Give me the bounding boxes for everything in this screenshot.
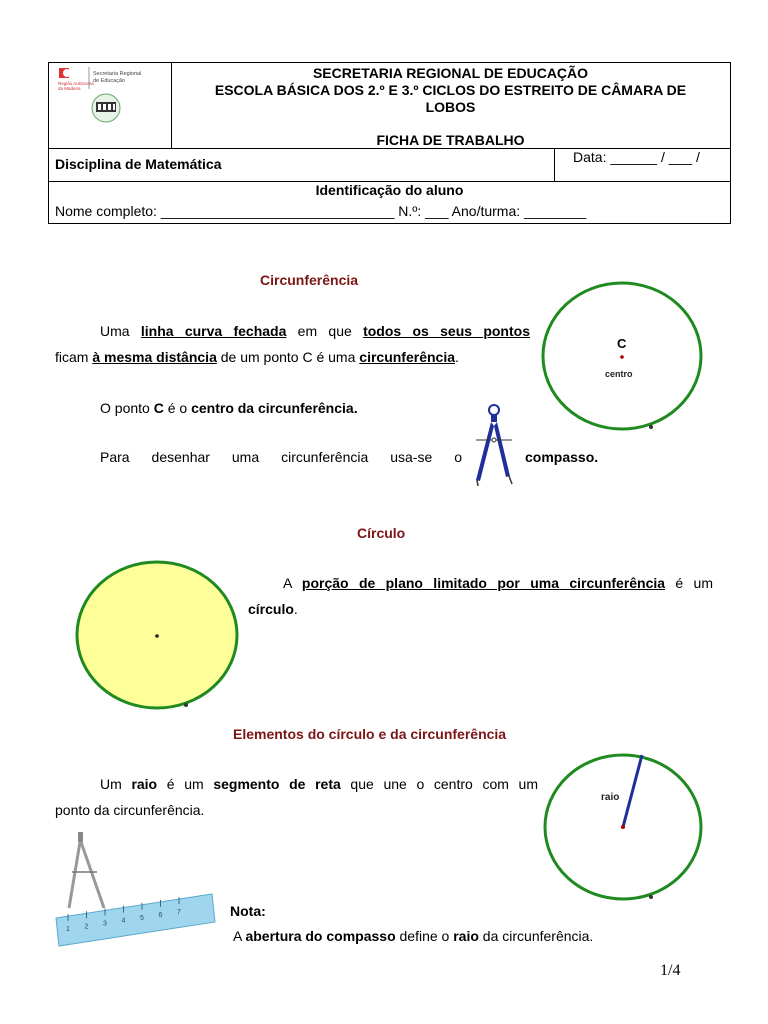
term-mesma-distancia: à mesma distância	[92, 349, 217, 365]
note-title: Nota:	[230, 903, 266, 919]
ruler-number: 6	[158, 911, 163, 919]
center-sentence: O ponto C é o centro da circunferência.	[100, 400, 358, 416]
radius-center-point	[621, 825, 625, 829]
header-table	[48, 62, 731, 224]
circumference-point	[649, 425, 653, 429]
term-circunferencia: circunferência	[359, 349, 455, 365]
definition-line-2: ficam à mesma distância de um ponto C é uma circunferência.	[55, 349, 459, 365]
ruler-number: 5	[140, 914, 144, 922]
logo-cell	[49, 63, 172, 148]
section-title-elementos: Elementos do círculo e da circunferência	[233, 726, 507, 742]
section-title-circulo: Círculo	[357, 525, 406, 541]
school-logo	[49, 63, 171, 148]
school-line-2: LOBOS	[425, 99, 476, 115]
discipline-label: Disciplina de Matemática	[55, 156, 222, 172]
ruler-number: 2	[84, 923, 89, 931]
ruler-number: 4	[121, 917, 126, 925]
center-label: centro	[605, 369, 633, 379]
header-title-cell	[171, 63, 730, 148]
term-circulo: círculo	[248, 601, 294, 617]
compass-icon	[466, 402, 522, 486]
school-line-1: ESCOLA BÁSICA DOS 2.º E 3.º CICLOS DO ESTREITO DE CÂMARA DE	[214, 82, 687, 98]
logo-small-text-1: Região Autónoma	[58, 81, 94, 86]
student-name-line[interactable]: Nome completo: ______________________________ N.º: ___ Ano/turma: ________	[55, 203, 587, 219]
radius-segment	[623, 755, 642, 827]
ruler-icon	[56, 894, 215, 946]
center-point	[620, 355, 624, 359]
org-line: SECRETARIA REGIONAL DE EDUCAÇÃO	[312, 65, 589, 81]
compass-sentence: Para desenhar uma circunferência usa-se o	[100, 449, 462, 465]
page-number: 1/4	[660, 962, 681, 979]
radius-edge-point	[649, 895, 653, 899]
date-year-field[interactable]: ___	[629, 166, 653, 182]
sheet-title: FICHA DE TRABALHO	[376, 132, 525, 148]
circle-definition-line-2: círculo.	[248, 601, 298, 617]
circumference-figure	[538, 280, 708, 440]
term-todos-os-seus-pontos: todos os seus pontos	[363, 323, 530, 339]
note-text: A abertura do compasso define o raio da circunferência.	[233, 928, 594, 944]
ruler-number: 1	[66, 926, 70, 934]
radius-definition-line-1: Um raio é um segmento de reta que une o centro com um	[100, 776, 538, 792]
circle-figure	[70, 558, 245, 716]
term-porcao-de-plano: porção de plano limitado por uma circunferência	[301, 575, 666, 591]
logo-small-text-2: da Madeira	[58, 86, 81, 91]
ruler-number: 7	[177, 909, 181, 917]
term-linha-curva-fechada: linha curva fechada	[140, 323, 287, 339]
student-id-title: Identificação do aluno	[315, 182, 464, 198]
logo-text-1: Secretaria Regional	[93, 71, 142, 77]
circle-edge-point	[184, 703, 188, 707]
drawing-compass-icon	[69, 832, 104, 908]
radius-definition-line-2: ponto da circunferência.	[55, 802, 205, 818]
date-cell-divider	[554, 148, 555, 181]
date-field[interactable]: Data: ______ / ___ /	[573, 149, 700, 165]
circle-definition-line-1: A porção de plano limitado por uma circunferência é um	[283, 575, 713, 591]
school-emblem-icon	[92, 94, 120, 122]
point-c-label: C	[617, 336, 627, 351]
radius-figure	[540, 750, 710, 908]
circle-center-point	[155, 634, 159, 638]
logo-text-2: de Educação	[93, 78, 126, 84]
definition-line-1: Uma linha curva fechada em que todos os seus pontos	[100, 323, 530, 339]
ruler-number: 3	[103, 920, 107, 928]
section-title-circunferencia: Circunferência	[260, 272, 359, 288]
radius-label: raio	[601, 792, 620, 803]
compass-word: compasso.	[525, 449, 599, 465]
compass-ruler-illustration	[52, 828, 217, 950]
